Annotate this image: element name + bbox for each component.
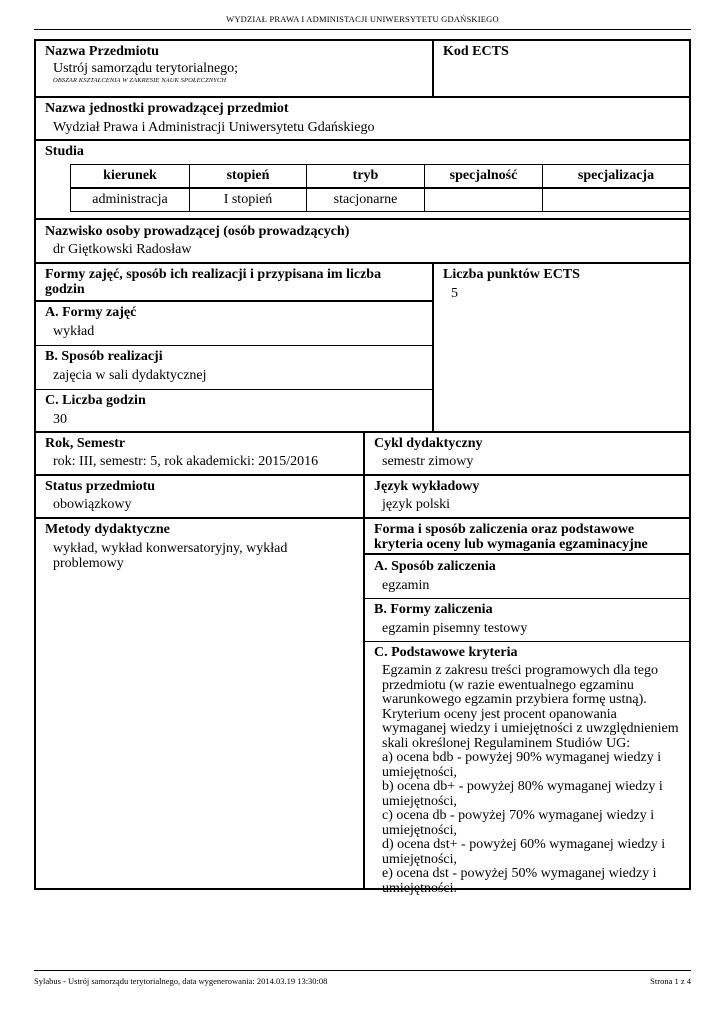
criteria-line: Egzamin z zakresu treści programowych dla tego <box>382 663 659 678</box>
row-lecturer <box>36 220 689 264</box>
row-methods <box>36 519 689 896</box>
forms-b-label: B. Sposób realizacji <box>45 349 163 364</box>
cycle-cell <box>365 433 689 469</box>
criteria-line: wymaganej wiedzy i umiejętności z uwzględnieniem <box>382 721 679 736</box>
subject-value: Ustrój samorządu terytorialnego; <box>53 61 239 76</box>
criteria-line: e) ocena dst - powyżej 50% wymaganej wiedzy i <box>382 866 657 881</box>
col-stopien: stopień <box>190 165 307 189</box>
assessment-a-value: egzamin <box>382 578 430 593</box>
forms-header <box>36 264 432 302</box>
language-label: Język wykładowy <box>374 479 480 494</box>
status-label: Status przedmiotu <box>45 479 156 494</box>
ects-points-cell <box>434 264 689 301</box>
criteria-line: skali określonej Regulaminem Studiów UG: <box>382 735 631 751</box>
row-forms <box>36 264 689 433</box>
col-tryb: tryb <box>307 165 425 189</box>
forms-label: Formy zajęć, sposób ich realizacji i przypisana im liczba godzin <box>45 267 382 297</box>
criteria-line: umiejętności, <box>382 793 458 809</box>
cycle-label: Cykl dydaktyczny <box>374 436 483 451</box>
lecturer-cell <box>36 220 689 257</box>
studies-value-row <box>71 188 690 212</box>
header-rule <box>34 29 691 30</box>
forms-c-label: C. Liczba godzin <box>45 393 146 408</box>
criteria-line: umiejętności. <box>382 880 458 896</box>
assessment-a-label: A. Sposób zaliczenia <box>374 559 496 574</box>
col-specjalnosc: specjalność <box>425 165 543 189</box>
lecturer-label: Nazwisko osoby prowadzącej (osób prowadzących) <box>45 224 350 239</box>
footer-text: Sylabus - Ustrój samorządu terytorialnego, data wygenerowania: 2014.03.19 13:30:08 <box>34 976 328 986</box>
criteria-line: b) ocena db+ - powyżej 80% wymaganej wiedzy i <box>382 779 663 794</box>
studies-table <box>70 164 690 212</box>
ects-code-label: Kod ECTS <box>443 44 509 59</box>
forms-c <box>36 390 432 431</box>
subject-cell <box>36 41 432 84</box>
page-number: Strona 1 z 4 <box>650 976 691 986</box>
methods-label: Metody dydaktyczne <box>45 522 170 537</box>
unit-value: Wydział Prawa i Administracji Uniwersytetu Gdańskiego <box>53 120 375 135</box>
criteria-line: Kryterium oceny jest procent opanowania <box>382 706 617 722</box>
row-year <box>36 433 689 476</box>
cycle-value: semestr zimowy <box>382 454 474 469</box>
methods-value: wykład, wykład konwersatoryjny, wykład problemowy <box>53 541 288 571</box>
forms-b-value: zajęcia w sali dydaktycznej <box>53 368 207 383</box>
cell-tryb: stacjonarne <box>307 188 425 212</box>
row-status <box>36 476 689 519</box>
forms-a-label: A. Formy zajęć <box>45 305 137 320</box>
lecturer-value: dr Giętkowski Radosław <box>53 242 192 257</box>
year-cell <box>36 433 363 469</box>
forms-c-value: 30 <box>53 412 67 427</box>
forms-a-value: wykład <box>53 324 95 339</box>
unit-cell <box>36 98 689 135</box>
language-value: język polski <box>382 497 451 512</box>
ects-code-cell <box>434 41 689 59</box>
criteria-line: d) ocena dst+ - powyżej 60% wymaganej wiedzy i <box>382 837 666 852</box>
assessment-b-value: egzamin pisemny testowy <box>382 621 528 636</box>
assessment-c-label: C. Podstawowe kryteria <box>374 645 518 660</box>
cell-kierunek: administracja <box>71 188 190 212</box>
subject-area: OBSZAR KSZTAŁCENIA W ZAKRESIE NAUK SPOŁECZNYCH <box>53 77 227 84</box>
ects-points-label: Liczba punktów ECTS <box>443 267 580 282</box>
assessment-label: Forma i sposób zaliczenia oraz podstawowe kryteria oceny lub wymagania egzaminacyjne <box>374 522 648 552</box>
unit-label: Nazwa jednostki prowadzącej przedmiot <box>45 101 289 116</box>
col-kierunek: kierunek <box>71 165 190 189</box>
criteria-line: a) ocena bdb - powyżej 90% wymaganej wiedzy i <box>382 750 662 765</box>
ects-points-value: 5 <box>451 286 458 301</box>
assessment-cell <box>365 519 689 896</box>
assessment-header <box>365 519 689 555</box>
criteria-line: umiejętności, <box>382 764 458 780</box>
assessment-b-label: B. Formy zaliczenia <box>374 602 493 617</box>
col-specjalizacja: specjalizacja <box>543 165 690 189</box>
year-value: rok: III, semestr: 5, rok akademicki: 2015/2016 <box>53 454 319 469</box>
criteria-line: c) ocena db - powyżej 70% wymaganej wiedzy i <box>382 808 655 823</box>
studies-header-row <box>71 165 690 189</box>
criteria-line: umiejętności, <box>382 822 458 838</box>
assessment-a <box>365 555 689 598</box>
footer-rule <box>34 970 691 971</box>
language-cell <box>365 476 689 512</box>
criteria-line: przedmiotu (w razie ewentualnego egzaminu <box>382 677 634 693</box>
assessment-c <box>365 642 689 896</box>
year-label: Rok, Semestr <box>45 436 126 451</box>
methods-cell <box>36 519 363 571</box>
row-unit <box>36 98 689 141</box>
cell-specjalizacja <box>543 188 690 212</box>
criteria-line: warunkowego egzamin przybiera formę ustną). <box>382 692 647 707</box>
cell-specjalnosc <box>425 188 543 212</box>
criteria-line: umiejętności, <box>382 851 458 867</box>
status-cell <box>36 476 363 512</box>
forms-a <box>36 302 432 345</box>
criteria-text <box>374 664 689 896</box>
row-subject <box>36 41 689 98</box>
assessment-b <box>365 599 689 641</box>
studies-cell <box>36 141 689 159</box>
studies-label: Studia <box>45 144 84 159</box>
status-value: obowiązkowy <box>53 497 132 512</box>
page-header: WYDZIAŁ PRAWA I ADMINISTACJI UNIWERSYTETU GDAŃSKIEGO <box>226 14 499 24</box>
forms-b <box>36 346 432 389</box>
subject-label: Nazwa Przedmiotu <box>45 44 159 59</box>
cell-stopien: I stopień <box>190 188 307 212</box>
syllabus-form <box>34 39 691 896</box>
forms-cell <box>36 264 432 431</box>
